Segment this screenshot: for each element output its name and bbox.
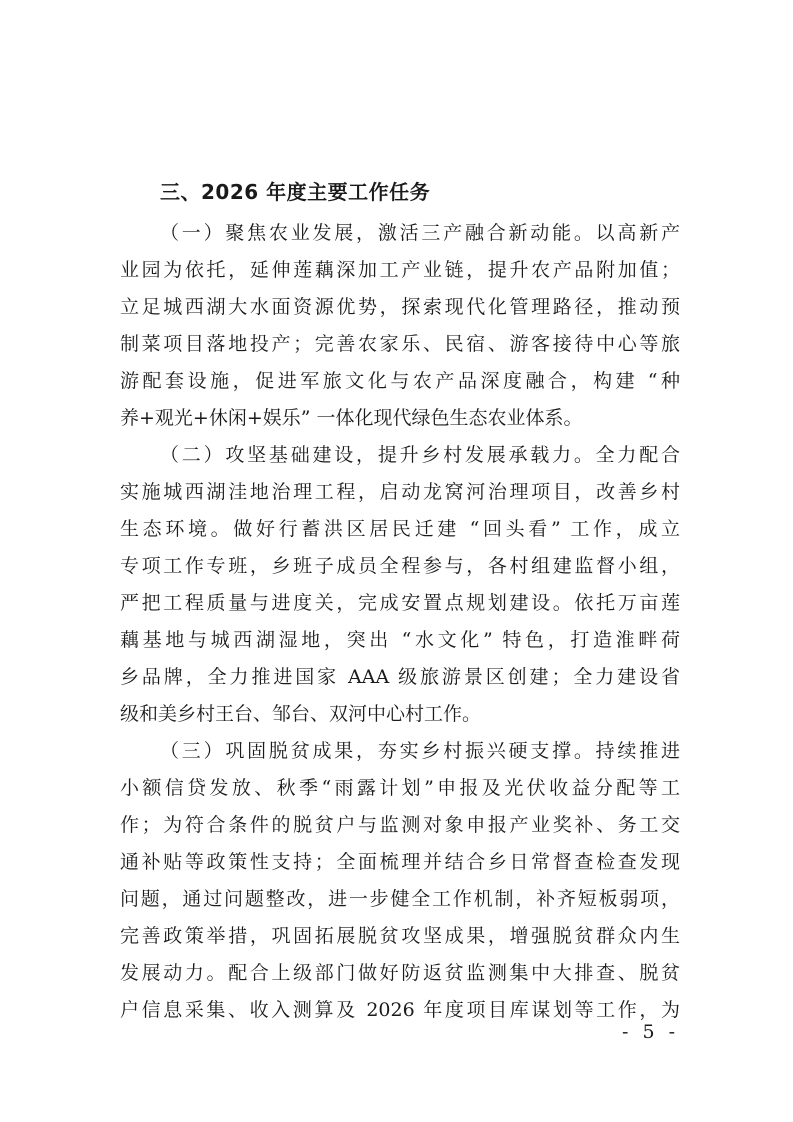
- paragraph-line: 乡品牌，全力推进国家 AAA 级旅游景区创建；全力建设省: [120, 666, 680, 688]
- paragraph-line: 完善政策举措，巩固拓展脱贫攻坚成果，增强脱贫群众内生: [120, 925, 680, 947]
- paragraph-line: 制菜项目落地投产；完善农家乐、民宿、游客接待中心等旅: [120, 333, 680, 355]
- paragraph-line: 专项工作专班，乡班子成员全程参与，各村组建监督小组，: [120, 555, 680, 577]
- paragraph-line: （三）巩固脱贫成果，夯实乡村振兴硬支撑。持续推进: [160, 740, 680, 762]
- paragraph-line: 严把工程质量与进度关，完成安置点规划建设。依托万亩莲: [120, 592, 680, 614]
- paragraph-line: 实施城西湖洼地治理工程，启动龙窝河治理项目，改善乡村: [120, 481, 680, 503]
- paragraph-line: 发展动力。配合上级部门做好防返贫监测集中大排查、脱贫: [120, 962, 680, 984]
- page-number: - 5 -: [622, 1021, 680, 1043]
- paragraph-line: 问题，通过问题整改，进一步健全工作机制，补齐短板弱项，: [120, 888, 680, 910]
- paragraph-infrastructure: [120, 437, 680, 733]
- paragraph-line: 生态环境。做好行蓄洪区居民迁建 “回头看” 工作，成立: [120, 518, 680, 540]
- paragraph-line: 小额信贷发放、秋季“雨露计划”申报及光伏收益分配等工: [120, 777, 680, 799]
- paragraph-line: 藕基地与城西湖湿地，突出 “水文化” 特色，打造淮畔荷: [120, 629, 680, 651]
- paragraph-line: 业园为依托，延伸莲藕深加工产业链，提升农产品附加值；: [120, 259, 680, 281]
- paragraph-line: 养+观光+休闲+娱乐” 一体化现代绿色生态农业体系。: [120, 407, 583, 429]
- paragraph-line: 游配套设施，促进军旅文化与农产品深度融合，构建 “种: [120, 370, 680, 392]
- paragraph-line: 立足城西湖大水面资源优势，探索现代化管理路径，推动预: [120, 296, 680, 318]
- paragraph-line: （二）攻坚基础建设，提升乡村发展承载力。全力配合: [160, 444, 680, 466]
- paragraph-line: 户信息采集、收入测算及 2026 年度项目库谋划等工作，为: [120, 999, 680, 1021]
- paragraph-line: （一）聚焦农业发展，激活三产融合新动能。以高新产: [160, 222, 680, 244]
- paragraph-agriculture: [120, 215, 680, 437]
- section-heading: 三、2026 年度主要工作任务: [160, 180, 431, 204]
- paragraph-line: 作；为符合条件的脱贫户与监测对象申报产业奖补、务工交: [120, 814, 680, 836]
- paragraph-line: 通补贴等政策性支持；全面梳理并结合乡日常督查检查发现: [120, 851, 680, 873]
- paragraph-line: 级和美乡村王台、邹台、双河中心村工作。: [120, 703, 482, 725]
- paragraph-poverty-alleviation: [120, 733, 680, 1029]
